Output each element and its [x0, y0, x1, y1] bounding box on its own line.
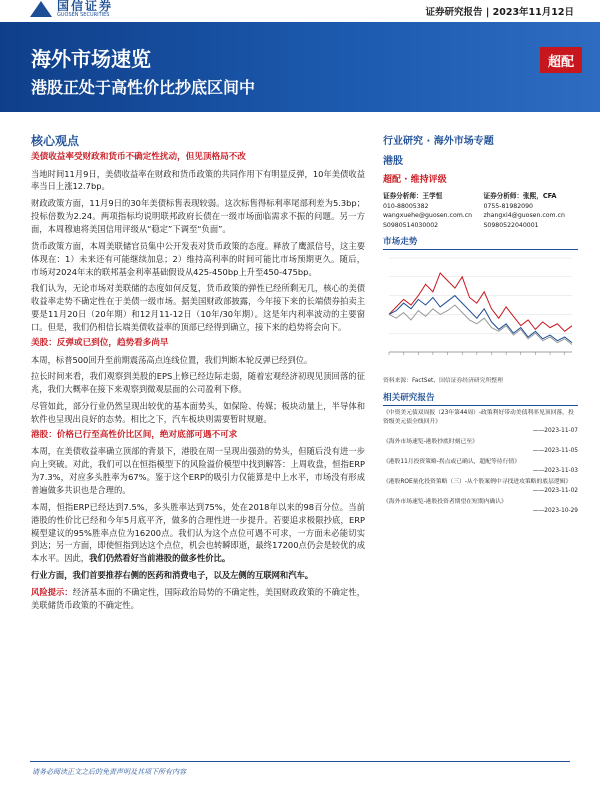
- report-title: 海外市场速览: [31, 47, 151, 71]
- title-banner: [0, 22, 600, 112]
- paragraph: 本周，恒指ERP已经达到7.5%，多头胜率达到75%，处在2018年以来的98百分位。当前港股的性价比已经和今年5月底平齐，做多的合理性进一步提升。若要追求极限抄底，ERP模型建议的95%胜率点位为16200点。我们认为这个点位可遇不可求，一方面未必能切实到达；另一方面，即使恒指到达这个点位，机会也转瞬即逝，最终17200点仍会是较优的成本水平。因此，我们仍然看好当前港股的做多性价比。: [31, 501, 365, 564]
- analyst-card: 证券分析师：张熙，CFA 0755-81982090 zhangxi4@guosen.com.cn S0980522040001: [483, 192, 565, 230]
- chart-source: 资料来源：FactSet、国信证券经济研究所整理: [383, 378, 503, 385]
- research-type: 行业研究 · 海外市场专题: [383, 136, 494, 147]
- risk-warning: [31, 586, 365, 612]
- core-view-title: 核心观点: [31, 134, 80, 148]
- emphasis-text: 我们仍然看好当前港股的做多性价比。: [89, 553, 231, 564]
- related-report-item[interactable]: 《海外市场速览-港股抄底时刻已至》 ——2023-11-05: [383, 439, 578, 455]
- top-header: [0, 0, 600, 22]
- subheading-hk-stocks: 港股：价格已行至高性价比区间，绝对底部可遇不可求: [31, 429, 238, 440]
- related-report-item[interactable]: 《港股ROE量化投资策略（三）-从个股案例中寻找进攻策略的底层逻辑》 ——2023-11-02: [383, 479, 578, 495]
- paragraph: 拉长时间来看，我们观察到美股的EPS上修已经边际走弱，随着宏观经济初现见顶回落的征兆，我们大概率在接下来观察到微观层面的公司盈利下修。: [31, 371, 365, 395]
- report-meta: 证券研究报告 | 2023年11月12日: [425, 7, 574, 18]
- risk-text: 经济基本面的不确定性，国际政治局势的不确定性，美国财政政策的不确定性，美联储货币政策的不确定性。: [31, 586, 365, 610]
- related-report-item[interactable]: 《港股11月投资策略-拐点或已确认，超配等待行情》 ——2023-11-03: [383, 459, 578, 475]
- rating-badge: 超配: [540, 47, 582, 73]
- chart-series-line: [389, 296, 572, 343]
- subheading-us-stocks: 美股：反弹或已到位，趋势看多尚早: [31, 337, 169, 348]
- chart-title: 市场走势: [383, 235, 578, 250]
- chart-series-line: [389, 305, 572, 345]
- market-trend-chart: [383, 252, 578, 370]
- brand-name-cn: 国信证券: [57, 0, 114, 13]
- rating-status: 超配 · 维持评级: [383, 175, 447, 185]
- report-subtitle: 港股正处于高性价比抄底区间中: [31, 78, 256, 97]
- paragraph: 本周，在美债收益率确立顶部的背景下，港股在周一呈现出强劲的势头，但随后没有进一步向上突破。对此，我们可以在恒指模型下的风险溢价模型中找到解答：上周收盘，恒指ERP为7.3%，对应多头胜率为67%。鉴于这个ERP的吸引力仅能算是中上水平，市场没有形成普遍做多共识也是合理的。: [31, 446, 365, 495]
- paragraph: 我们认为，无论市场对美联储的态度如何反复，货币政策的弹性已经所剩无几，核心的美债收益率走势不确定性在于美债一级市场。据美国财政部披露，今年接下来的长端债券拍卖主要是11月20日（20年期）和12月11-12日（10年/30年期）。这是年内利率波动的主要窗口。但是，我们仍相信长端美债收益率的顶部已经得到确立，接下来的趋势将会向下。: [31, 283, 365, 333]
- analyst-list: [383, 191, 578, 231]
- side-column: [383, 132, 578, 518]
- analyst-card: 证券分析师：王学恒 010-88005382 wangxuehe@guosen.com.cn S0980514030002: [383, 192, 473, 230]
- paragraph: 财政政策方面，11月9日的30年美债标售表现较弱。这次标售得标利率尾部利差为5.3bp；投标倍数为2.24。两项指标均说明联邦政府长债在一级市场面临需求不振的问题。另一方面，本周穆迪将美国信用评级从“稳定”下调至“负面”。: [31, 198, 365, 235]
- related-reports-title: 相关研究报告: [383, 391, 578, 406]
- paragraph: 货币政策方面，本周美联储官员集中公开发表对货币政策的态度。释放了鹰派信号，这主要体现在：1）未来还有可能继续加息；2）维持高利率的时间可能比市场预期更久。随后，市场对2024年末的联邦基金利率基础假设从425-450bp上升至450-475bp。: [31, 240, 365, 277]
- brand-mark-icon: [30, 1, 52, 17]
- paragraph: 尽管如此，部分行业仍然呈现出较优的基本面势头，如保险、传媒；板块动量上，半导体和软件也呈现出良好的态势。相比之下，汽车板块则需要暂时规避。: [31, 401, 365, 424]
- paragraph: 当地时间11月9日，美债收益率在财政和货币政策的共同作用下有明显反弹，10年美债收益率当日上涨12.7bp。: [31, 168, 365, 192]
- paragraph-industry: 行业方面，我们首要推荐右侧的医药和消费电子，以及左侧的互联网和汽车。: [31, 570, 314, 581]
- footer-disclaimer: 请务必阅读正文之后的免责声明及其项下所有内容: [32, 768, 186, 776]
- subheading-bonds: 美债收益率受财政和货币不确定性扰动，但见顶格局不改: [31, 152, 246, 162]
- market-name: 港股: [383, 156, 403, 167]
- related-report-item[interactable]: 《中资美元债双周报（23年第44周）-政策利好带动美债利率见顶回落，投资级美元债全线回升》 ——2023-11-07: [383, 410, 578, 435]
- related-report-item[interactable]: 《海外市场速览-港股投资者期望在短期内确认》 ——2023-10-29: [383, 499, 578, 515]
- paragraph: 本周，标普500回升至前期震荡高点连线位置，我们判断本轮反弹已经到位。: [31, 354, 313, 365]
- brand-logo: [30, 0, 113, 18]
- footer-divider: [30, 761, 570, 762]
- risk-label: 风险提示：: [31, 586, 73, 597]
- related-reports-list: [383, 409, 578, 516]
- brand-name-en: GUOSEN SECURITIES: [57, 12, 110, 18]
- main-column: [31, 132, 365, 616]
